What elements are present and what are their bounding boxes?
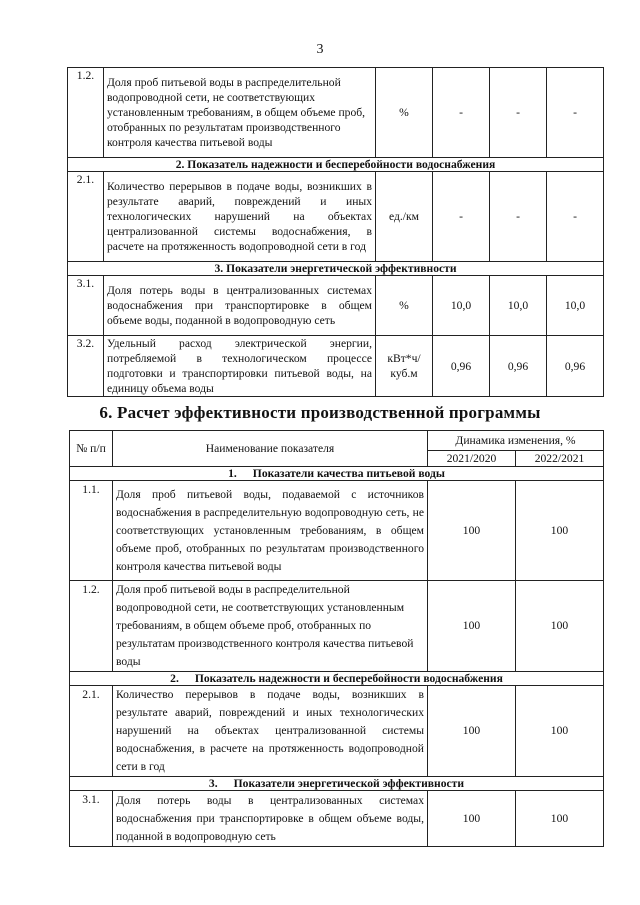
section-row <box>68 158 604 172</box>
unit-cell: ед./км <box>376 172 433 262</box>
column-header-year: 2022/2021 <box>516 451 604 467</box>
row-number: 3.1. <box>68 276 104 336</box>
section-row <box>70 777 604 791</box>
column-header-name: Наименование показателя <box>113 431 428 467</box>
section-label: Показатель надежности и бесперебойности водоснабжения <box>194 672 503 685</box>
column-header-year: 2021/2020 <box>428 451 516 467</box>
value-cell: 100 <box>516 481 604 581</box>
row-number: 1.2. <box>70 581 113 672</box>
value-cell: - <box>490 68 547 158</box>
value-cell: - <box>547 172 604 262</box>
indicator-name: Удельный расход электрической энергии, потребляемой в технологическом процессе подготовки и транспортировки питьевой воды, на единицу объема воды <box>104 336 376 397</box>
value-cell: 0,96 <box>490 336 547 397</box>
value-cell: 100 <box>428 581 516 672</box>
table-row <box>68 68 604 158</box>
header-row <box>70 431 604 451</box>
section-heading <box>70 777 604 791</box>
row-number: 3.2. <box>68 336 104 397</box>
indicator-name: Доля потерь воды в централизованных системах водоснабжения при транспортировке в общем объеме воды, поданной в водопроводную сеть <box>104 276 376 336</box>
table-row <box>68 276 604 336</box>
row-number: 3.1. <box>70 791 113 847</box>
section-row <box>70 672 604 686</box>
value-cell: 10,0 <box>490 276 547 336</box>
indicator-name: Доля проб питьевой воды, подаваемой с источников водоснабжения в распределительную водопроводную сеть, не соответствующих установленным требованиям, в общем объеме проб, отобранных по результатам производственного контроля качества питьевой воды <box>113 481 428 581</box>
section-row <box>70 467 604 481</box>
section-number: 3. <box>208 777 218 790</box>
row-number: 1.1. <box>70 481 113 581</box>
efficiency-table <box>69 430 604 847</box>
section-heading: 2. Показатель надежности и бесперебойности водоснабжения <box>68 158 604 172</box>
table-row <box>68 172 604 262</box>
indicator-name: Доля потерь воды в централизованных системах водоснабжения при транспортировке в общем объеме воды, поданной в водопроводную сеть <box>113 791 428 847</box>
section-number: 2. <box>170 672 179 685</box>
section-label: Показатели качества питьевой воды <box>252 467 445 480</box>
section-heading <box>70 672 604 686</box>
indicator-name: Доля проб питьевой воды в распределительной водопроводной сети, не соответствующих установленным требованиям, в общем объеме проб, отобранных по результатам производственного контроля качества питьевой воды <box>113 581 428 672</box>
value-cell: 100 <box>516 791 604 847</box>
row-number: 2.1. <box>70 686 113 777</box>
column-header-number: № п/п <box>70 431 113 467</box>
indicator-name: Количество перерывов в подаче воды, возникших в результате аварий, повреждений и иных технологических нарушений на объектах централизованной системы водоснабжения, в расчете на протяженность водопроводной сети в год <box>104 172 376 262</box>
section-heading: 3. Показатели энергетической эффективности <box>68 262 604 276</box>
value-cell: 0,96 <box>547 336 604 397</box>
row-number: 2.1. <box>68 172 104 262</box>
value-cell: 0,96 <box>433 336 490 397</box>
value-cell: 100 <box>428 686 516 777</box>
indicator-name: Доля проб питьевой воды в распределительной водопроводной сети, не соответствующих установленным требованиям, в общем объеме проб, отобранных по результатам производственного контроля качества питьевой воды <box>104 68 376 158</box>
unit-cell: кВт*ч/ куб.м <box>376 336 433 397</box>
value-cell: - <box>433 68 490 158</box>
table-row <box>70 686 604 777</box>
value-cell: 100 <box>516 686 604 777</box>
section-row <box>68 262 604 276</box>
column-header-dynamics: Динамика изменения, % <box>428 431 604 451</box>
table-row <box>70 581 604 672</box>
indicators-table <box>67 67 604 397</box>
table-row <box>70 791 604 847</box>
row-number: 1.2. <box>68 68 104 158</box>
unit-cell: % <box>376 68 433 158</box>
value-cell: 100 <box>428 481 516 581</box>
section-number: 1. <box>228 467 237 480</box>
value-cell: 100 <box>516 581 604 672</box>
value-cell: 10,0 <box>433 276 490 336</box>
indicator-name: Количество перерывов в подаче воды, возникших в результате аварий, повреждений и иных технологических нарушений на объектах централизованной системы водоснабжения, в расчете на протяженность водопроводной сети в год <box>113 686 428 777</box>
value-cell: - <box>490 172 547 262</box>
section-title: 6. Расчет эффективности производственной программы <box>99 403 541 422</box>
value-cell: - <box>547 68 604 158</box>
page-number: 3 <box>316 42 324 57</box>
value-cell: 100 <box>428 791 516 847</box>
value-cell: 10,0 <box>547 276 604 336</box>
section-label: Показатели энергетической эффективности <box>233 777 465 790</box>
table-row <box>70 481 604 581</box>
table-row <box>68 336 604 397</box>
value-cell: - <box>433 172 490 262</box>
section-heading <box>70 467 604 481</box>
unit-cell: % <box>376 276 433 336</box>
